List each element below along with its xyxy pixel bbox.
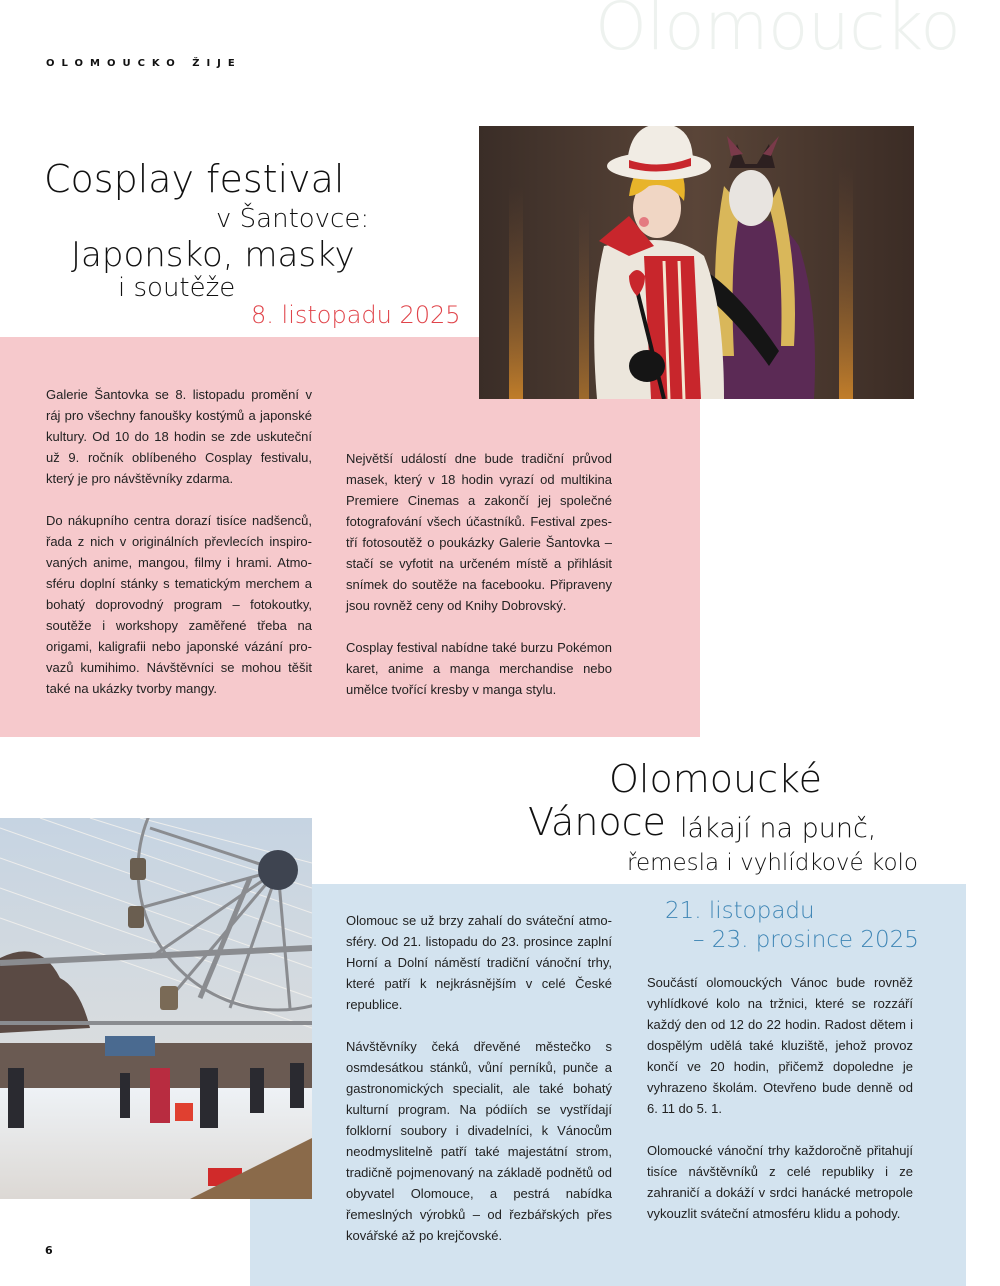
christmas-column-right <box>647 972 913 1245</box>
christmas-date-end: – 23. prosince 2025 <box>693 927 919 953</box>
christmas-title-line-2a: Vánoce <box>528 800 666 844</box>
cosplay-title-line-3: Japonsko, masky <box>71 235 355 275</box>
christmas-column-left <box>346 910 612 1267</box>
section-label: OLOMOUCKO ŽIJE <box>46 58 242 69</box>
paragraph: Součástí olomouckých Vánoc bude rovněž vyhlídkové kolo na tržnici, které se rozzáří každý den od 12 do 22 hodin. Radost dětem i dospělým udělá také kluziště, jehož provoz končí ve 20 hodin, přičemž dopoledne je vyhrazeno školám. Otevřeno bude denně od 6. 11 do 5. 1. <box>647 975 913 1116</box>
cosplay-title-line-4: i soutěže <box>118 273 236 303</box>
paragraph: Galerie Šantovka se 8. listopadu promění v ráj pro všechny fanoušky kostýmů a japonské kultury. Od 10 do 18 hodin se zde uskuteční už 9. ročník oblíbeného Cosplay festivalu, který je pro návštěvníky zdarma. <box>46 387 312 486</box>
paragraph: Olomoucké vánoční trhy každoročně přitahují tisíce návštěvníků z celé republiky i ze zahraničí a dokáží v srdci hanácké metropole vykouzlit sváteční atmosféru klidu a pohody. <box>647 1143 913 1221</box>
watermark-text: Olomoucko <box>595 0 961 65</box>
ice-rink-photo <box>0 818 312 1199</box>
christmas-title-line-2b: lákají na punč, <box>680 813 877 844</box>
paragraph: Největší událostí dne bude tradiční průvod masek, který v 18 hodin vyrazí od multikina Premiere Cinemas a zakončí jej společné fotografování všech účastníků. Festival zpestří fotosoutěž o poukázky Galerie Šantovka – stačí se vyfotit na určeném místě a přihlásit snímek do soutěže na facebooku. Připraveny jsou rovněž ceny od Knihy Dobrovský. <box>346 451 612 613</box>
cosplay-date: 8. listopadu 2025 <box>251 301 461 329</box>
paragraph: Olomouc se už brzy zahalí do sváteční atmosféry. Od 21. listopadu do 23. prosince zaplní Horní a Dolní náměstí tradiční vánoční trhy, které patří k nejkrásnějším v celé České republice. <box>346 913 612 1012</box>
cosplay-photo-icon <box>479 126 914 399</box>
cosplay-title-line-1: Cosplay festival <box>44 157 345 201</box>
paragraph: Do nákupního centra dorazí tisíce nadšenců, řada z nich v originálních převlecích inspirovaných anime, mangou, filmy i hrami. Atmosféru doplní stánky s tematickým merchem a bohatý doprovodný program – fotokoutky, soutěže i workshopy zaměřené třeba na origami, kaligrafii nebo japonské vázání provazů kumihimo. Návštěvníci se mohou těšit také na ukázky tvorby mangy. <box>46 513 312 696</box>
christmas-title-line-1: Olomoucké <box>609 757 822 801</box>
christmas-title-line-3: řemesla i vyhlídkové kolo <box>627 850 918 876</box>
cosplay-photo <box>479 126 914 399</box>
page-number: 6 <box>45 1244 53 1257</box>
cosplay-column-left <box>46 384 312 720</box>
paragraph: Návštěvníky čeká dřevěné městečko s osmdesátkou stánků, vůní perníků, punče a gastronomických specialit, ale také bohatý kulturní program. Na pódiích se vystřídají folklorní soubory i divadelníci, k Vánocům neodmyslitelně patří také majestátní strom, tradičně pojmenovaný na základě podnětů od obyvatel Olomouce, a pestrá nabídka řemeslných výrobků – od řezbářských přes kovářské až po krejčovské. <box>346 1039 612 1243</box>
christmas-date-start: 21. listopadu <box>665 898 815 924</box>
cosplay-title-line-2: v Šantovce: <box>216 204 370 234</box>
paragraph: Cosplay festival nabídne také burzu Pokémon karet, anime a manga merchandise nebo umělce tvořící kresby v manga stylu. <box>346 640 612 697</box>
ferris-wheel-rink-photo-icon <box>0 818 312 1199</box>
cosplay-column-right <box>346 448 612 721</box>
